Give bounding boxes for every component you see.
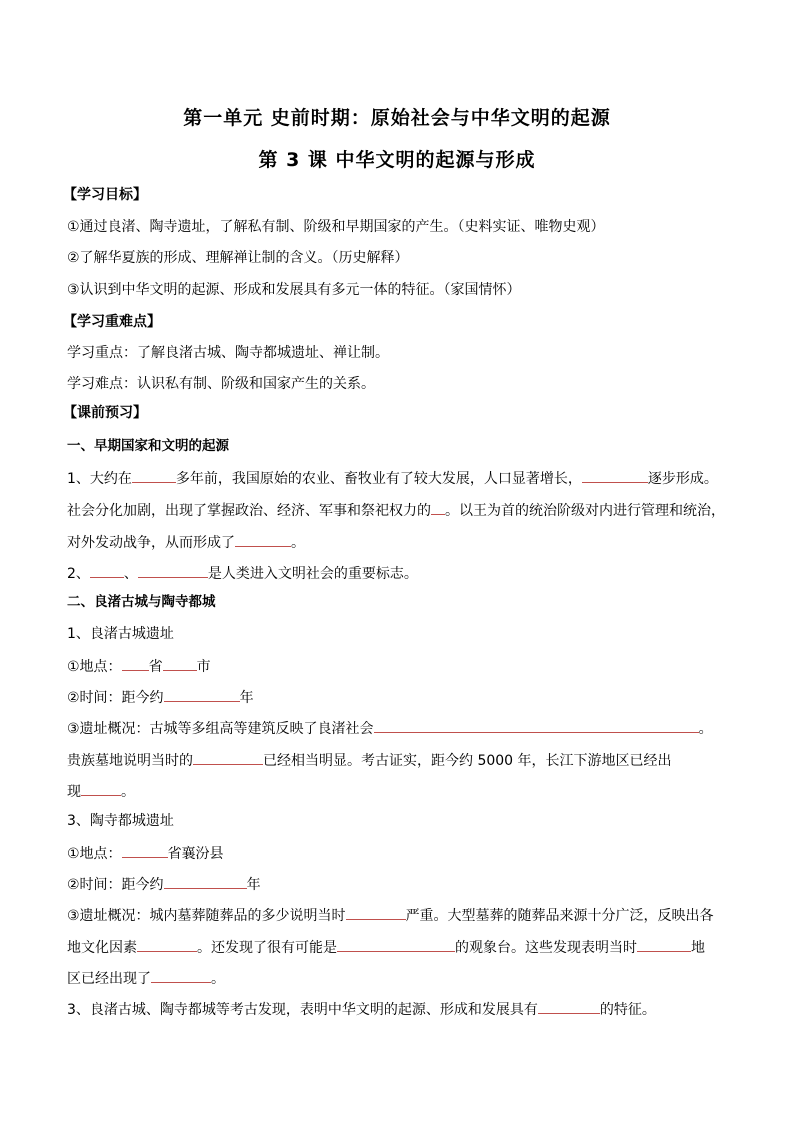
text: ②时间：距今约 (67, 690, 164, 706)
fill-blank[interactable] (235, 532, 291, 547)
taosi-title: 3、陶寺都城遗址 (67, 813, 174, 829)
fill-blank[interactable] (90, 563, 124, 578)
key-difficulty: 学习难点：认识私有制、阶级和国家产生的关系。 (67, 376, 375, 392)
liangzhu-title: 1、良渚古城遗址 (67, 626, 174, 642)
liangzhu-time (67, 687, 254, 707)
text: 逐步形成。 (647, 471, 718, 487)
preview-header: 【课前预习】 (63, 405, 147, 421)
fill-blank[interactable] (151, 968, 211, 983)
text: 。 (211, 971, 225, 987)
fill-blank[interactable] (346, 905, 406, 920)
taosi-place (67, 843, 224, 863)
taosi-overview-1 (67, 905, 714, 925)
text: 已经相当明显。考古证实，距今约 5000 年，长江下游地区已经出 (263, 753, 672, 769)
text: 的观象台。这些发现表明当时 (455, 940, 637, 956)
fill-blank[interactable] (637, 937, 691, 952)
text: 社会分化加剧，出现了掌握政治、经济、军事和祭祀权力的 (67, 503, 431, 519)
text: 1、大约在 (67, 471, 132, 487)
fill-blank[interactable] (582, 468, 648, 483)
fill-blank[interactable] (122, 656, 149, 671)
page-title: 第一单元 史前时期：原始社会与中华文明的起源 (183, 107, 611, 129)
text: 。 (698, 721, 713, 737)
text: 年 (246, 877, 261, 893)
fill-blank[interactable] (193, 750, 263, 765)
fill-blank[interactable] (374, 718, 699, 733)
text: 的特征。 (599, 1002, 656, 1018)
part1-heading: 一、早期国家和文明的起源 (67, 438, 229, 454)
fill-blank[interactable] (81, 781, 121, 796)
fill-blank[interactable] (431, 500, 445, 515)
text: 、 (123, 566, 138, 582)
text: 严重。大型墓葬的随葬品来源十分广泛，反映出各 (405, 908, 714, 924)
text: ①地点： (67, 846, 122, 862)
text: 贵族墓地说明当时的 (67, 753, 193, 769)
key-focus: 学习重点：了解良渚古城、陶寺都城遗址、禅让制。 (67, 345, 389, 361)
fill-blank[interactable] (132, 468, 176, 483)
text: ②时间：距今约 (67, 877, 164, 893)
text: 年 (239, 690, 254, 706)
fill-blank[interactable] (164, 687, 240, 702)
text: 地文化因素 (67, 940, 137, 956)
text: 。以王为首的统治阶级对内进行管理和统治， (445, 503, 725, 519)
text: 市 (196, 659, 211, 675)
liangzhu-place (67, 656, 211, 676)
liangzhu-overview-1 (67, 718, 713, 738)
fill-blank[interactable] (337, 937, 455, 952)
goals-header: 【学习目标】 (63, 187, 147, 203)
lesson-title: 第 3 课 中华文明的起源与形成 (258, 149, 536, 171)
question-1-line-3 (67, 532, 305, 552)
text: 省 (148, 659, 163, 675)
question-2 (67, 563, 418, 583)
part2-heading: 二、良渚古城与陶寺都城 (67, 594, 216, 610)
text: 。还发现了很有可能是 (197, 940, 337, 956)
fill-blank[interactable] (164, 874, 247, 889)
fill-blank[interactable] (137, 937, 197, 952)
text: ①地点： (67, 659, 122, 675)
text: 区已经出现了 (67, 971, 151, 987)
text: 是人类进入文明社会的重要标志。 (207, 566, 418, 582)
key-header: 【学习重难点】 (63, 314, 161, 330)
text: 。 (291, 535, 305, 551)
text: 现 (67, 784, 81, 800)
summary-question (67, 999, 656, 1019)
liangzhu-overview-2 (67, 750, 672, 770)
goal-item-2: ②了解华夏族的形成、理解禅让制的含义。（历史解释） (67, 250, 409, 266)
taosi-overview-2 (67, 937, 705, 957)
fill-blank[interactable] (122, 843, 168, 858)
text: 。 (121, 784, 135, 800)
text: 2、 (67, 566, 90, 582)
taosi-overview-3 (67, 968, 225, 988)
text: 省襄汾县 (167, 846, 224, 862)
question-1-line-1 (67, 468, 718, 488)
text: 多年前，我国原始的农业、畜牧业有了较大发展，人口显著增长， (175, 471, 582, 487)
taosi-time (67, 874, 261, 894)
question-1-line-2 (67, 500, 725, 520)
goal-item-3: ③认识到中华文明的起源、形成和发展具有多元一体的特征。（家国情怀） (67, 282, 521, 298)
fill-blank[interactable] (163, 656, 197, 671)
text: ③遗址概况：城内墓葬随葬品的多少说明当时 (67, 908, 346, 924)
text: 地 (691, 940, 705, 956)
goal-item-1: ①通过良渚、陶寺遗址，了解私有制、阶级和早期国家的产生。（史料实证、唯物史观） (67, 219, 605, 235)
text: 对外发动战争，从而形成了 (67, 535, 235, 551)
text: 3、良渚古城、陶寺都城等考古发现，表明中华文明的起源、形成和发展具有 (67, 1002, 538, 1018)
liangzhu-overview-3 (67, 781, 135, 801)
fill-blank[interactable] (538, 999, 600, 1014)
text: ③遗址概况：古城等多组高等建筑反映了良渚社会 (67, 721, 374, 737)
fill-blank[interactable] (138, 563, 208, 578)
